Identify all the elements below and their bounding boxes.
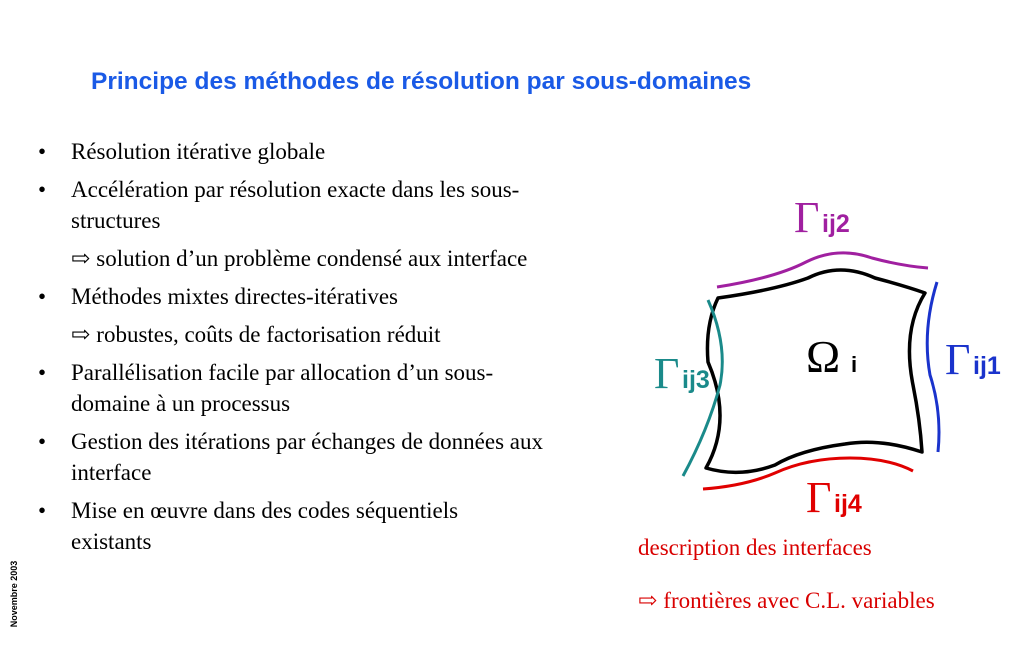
sub-item-text: robustes, coûts de factorisation réduit	[96, 322, 441, 347]
interface-label-ij1: ij1	[973, 352, 1001, 380]
list-item-text: Gestion des itérations par échanges de données aux	[71, 429, 543, 454]
interface-ij2-curve	[717, 253, 928, 287]
list-item-text: Accélération par résolution exacte dans les sous-	[71, 177, 520, 202]
list-item	[36, 495, 676, 557]
caption-boundaries	[638, 588, 935, 614]
caption-description: description des interfaces	[638, 535, 872, 560]
bullet-icon: •	[38, 139, 47, 164]
list-item-text: Résolution itérative globale	[71, 139, 326, 164]
list-item-text: structures	[71, 208, 161, 233]
list-item-text: interface	[71, 460, 152, 485]
list-item	[36, 281, 676, 312]
sub-item-text: solution d’un problème condensé aux interface	[96, 246, 528, 271]
list-item	[36, 426, 676, 488]
arrow-icon: ⇨	[71, 246, 91, 271]
list-item-text: domaine à un processus	[71, 391, 291, 416]
gamma-symbol: Γ	[794, 193, 820, 242]
side-date: Novembre 2003	[9, 560, 19, 628]
list-item	[36, 136, 676, 167]
arrow-icon: ⇨	[71, 322, 91, 347]
page-title: Principe des méthodes de résolution par sous-domaines	[91, 68, 752, 95]
list-item-text: Méthodes mixtes directes-itératives	[71, 284, 399, 309]
list-item-text: Mise en œuvre dans des codes séquentiels	[71, 498, 459, 523]
sub-item	[36, 243, 676, 274]
subdomain-diagram	[640, 180, 1020, 520]
bullet-icon: •	[38, 360, 47, 385]
list-item	[36, 174, 676, 236]
omega-subscript: i	[851, 352, 858, 377]
list-item-text: Parallélisation facile par allocation d’un sous-	[71, 360, 494, 385]
bullet-icon: •	[38, 177, 47, 202]
arrow-icon: ⇨	[638, 588, 658, 613]
bullet-icon: •	[38, 429, 47, 454]
bullet-icon: •	[38, 498, 47, 523]
bullet-list	[36, 136, 676, 564]
gamma-symbol: Γ	[654, 349, 680, 398]
gamma-symbol: Γ	[945, 335, 971, 384]
interface-label-ij4: ij4	[834, 490, 862, 518]
omega-symbol: Ω	[806, 331, 841, 382]
caption-boundaries-text: frontières avec C.L. variables	[663, 588, 935, 613]
sub-item	[36, 319, 676, 350]
interface-label-ij3: ij3	[682, 366, 710, 394]
list-item-text: existants	[71, 529, 152, 554]
interface-ij1-curve	[927, 282, 939, 452]
interface-label-ij2: ij2	[822, 210, 850, 238]
list-item	[36, 357, 676, 419]
bullet-icon: •	[38, 284, 47, 309]
gamma-symbol: Γ	[806, 473, 832, 520]
